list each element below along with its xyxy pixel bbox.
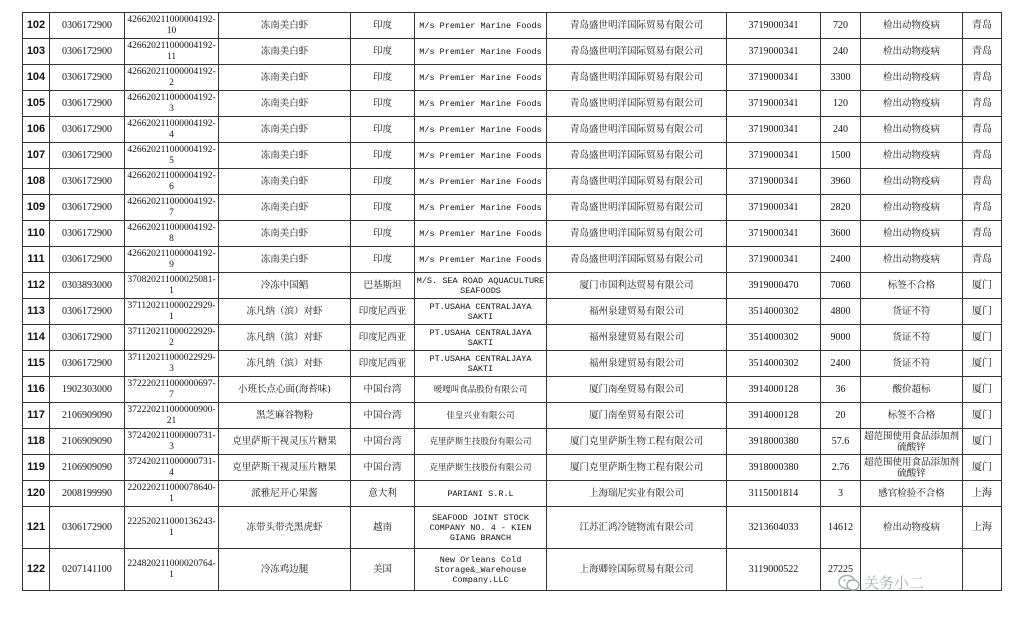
row-number-cell: 108 bbox=[23, 169, 50, 195]
row-number-cell: 118 bbox=[23, 429, 50, 455]
table-row bbox=[23, 247, 1002, 273]
table-row bbox=[23, 351, 1002, 377]
certificate-number-cell: 370820211000025081-1 bbox=[125, 273, 219, 299]
hs-code-cell: 0306172900 bbox=[50, 39, 125, 65]
row-number-cell: 111 bbox=[23, 247, 50, 273]
importer-name-cell: 厦门市国利达贸易有限公司 bbox=[547, 273, 727, 299]
importer-name-cell: 江苏汇鸿冷链物流有限公司 bbox=[547, 507, 727, 549]
importer-name-cell: 厦门南垒贸易有限公司 bbox=[547, 403, 727, 429]
importer-name-cell: 上海瑞尼实业有限公司 bbox=[547, 481, 727, 507]
weight-cell: 57.6 bbox=[821, 429, 861, 455]
wechat-logo-icon bbox=[838, 574, 860, 592]
origin-country-cell: 中国台湾 bbox=[351, 429, 415, 455]
row-number-cell: 114 bbox=[23, 325, 50, 351]
importer-code-cell: 3719000341 bbox=[727, 195, 821, 221]
producer-name-cell: 佳皇兴业有限公司 bbox=[415, 403, 547, 429]
product-name-cell: 冻南美白虾 bbox=[219, 195, 351, 221]
rejection-reason-cell: 检出动物疫病 bbox=[861, 117, 963, 143]
weight-cell: 3600 bbox=[821, 221, 861, 247]
row-number-cell: 105 bbox=[23, 91, 50, 117]
port-cell: 青岛 bbox=[963, 247, 1002, 273]
product-name-cell: 冷冻中国鲳 bbox=[219, 273, 351, 299]
origin-country-cell: 印度 bbox=[351, 143, 415, 169]
product-name-cell: 冻南美白虾 bbox=[219, 91, 351, 117]
product-name-cell: 冻凡纳（滨）对虾 bbox=[219, 325, 351, 351]
row-number-cell: 119 bbox=[23, 455, 50, 481]
port-cell: 青岛 bbox=[963, 221, 1002, 247]
rejection-reason-cell: 标签不合格 bbox=[861, 403, 963, 429]
certificate-number-cell: 426620211000004192-2 bbox=[125, 65, 219, 91]
row-number-cell: 109 bbox=[23, 195, 50, 221]
table-row bbox=[23, 325, 1002, 351]
table-row bbox=[23, 143, 1002, 169]
row-number-cell: 116 bbox=[23, 377, 50, 403]
product-name-cell: 冻南美白虾 bbox=[219, 39, 351, 65]
importer-code-cell: 3719000341 bbox=[727, 117, 821, 143]
importer-code-cell: 3213604033 bbox=[727, 507, 821, 549]
weight-cell: 3300 bbox=[821, 65, 861, 91]
product-name-cell: 黑芝麻谷物粉 bbox=[219, 403, 351, 429]
certificate-number-cell: 426620211000004192-9 bbox=[125, 247, 219, 273]
producer-name-cell: M/s Premier Marine Foods bbox=[415, 169, 547, 195]
weight-cell: 1500 bbox=[821, 143, 861, 169]
importer-code-cell: 3919000470 bbox=[727, 273, 821, 299]
importer-code-cell: 3918000380 bbox=[727, 455, 821, 481]
producer-name-cell: M/s Premier Marine Foods bbox=[415, 247, 547, 273]
table-row bbox=[23, 39, 1002, 65]
hs-code-cell: 0306172900 bbox=[50, 351, 125, 377]
weight-cell: 14612 bbox=[821, 507, 861, 549]
origin-country-cell: 意大利 bbox=[351, 481, 415, 507]
certificate-number-cell: 426620211000004192-3 bbox=[125, 91, 219, 117]
table-row bbox=[23, 221, 1002, 247]
port-cell: 青岛 bbox=[963, 65, 1002, 91]
importer-code-cell: 3115001814 bbox=[727, 481, 821, 507]
port-cell: 青岛 bbox=[963, 39, 1002, 65]
product-name-cell: 冻南美白虾 bbox=[219, 143, 351, 169]
certificate-number-cell: 372420211000000731-4 bbox=[125, 455, 219, 481]
port-cell: 上海 bbox=[963, 507, 1002, 549]
hs-code-cell: 1902303000 bbox=[50, 377, 125, 403]
product-name-cell: 冻带头带壳黑虎虾 bbox=[219, 507, 351, 549]
weight-cell: 720 bbox=[821, 13, 861, 39]
port-cell: 厦门 bbox=[963, 403, 1002, 429]
port-cell: 上海 bbox=[963, 481, 1002, 507]
row-number-cell: 107 bbox=[23, 143, 50, 169]
table-row bbox=[23, 299, 1002, 325]
producer-name-cell: M/s Premier Marine Foods bbox=[415, 91, 547, 117]
origin-country-cell: 越南 bbox=[351, 507, 415, 549]
port-cell: 厦门 bbox=[963, 325, 1002, 351]
certificate-number-cell: 371120211000022929-2 bbox=[125, 325, 219, 351]
weight-cell: 2.76 bbox=[821, 455, 861, 481]
table-row bbox=[23, 13, 1002, 39]
origin-country-cell: 印度 bbox=[351, 65, 415, 91]
weight-cell: 240 bbox=[821, 39, 861, 65]
importer-code-cell: 3719000341 bbox=[727, 65, 821, 91]
importer-name-cell: 福州泉建贸易有限公司 bbox=[547, 351, 727, 377]
rejection-reason-cell: 检出动物疫病 bbox=[861, 91, 963, 117]
hs-code-cell: 2106909090 bbox=[50, 455, 125, 481]
importer-code-cell: 3719000341 bbox=[727, 39, 821, 65]
rejection-reason-cell: 货证不符 bbox=[861, 299, 963, 325]
rejection-reason-cell: 检出动物疫病 bbox=[861, 221, 963, 247]
weight-cell: 3960 bbox=[821, 169, 861, 195]
producer-name-cell: 克里萨斯生技股份有限公司 bbox=[415, 429, 547, 455]
weight-cell: 3 bbox=[821, 481, 861, 507]
origin-country-cell: 印度 bbox=[351, 169, 415, 195]
product-name-cell: 克里萨斯干视灵压片糖果 bbox=[219, 455, 351, 481]
watermark-text: 关务小二 bbox=[864, 574, 925, 592]
table-row bbox=[23, 455, 1002, 481]
row-number-cell: 112 bbox=[23, 273, 50, 299]
producer-name-cell: M/s Premier Marine Foods bbox=[415, 221, 547, 247]
rejection-reason-cell: 货证不符 bbox=[861, 351, 963, 377]
importer-name-cell: 厦门南垒贸易有限公司 bbox=[547, 377, 727, 403]
certificate-number-cell: 426620211000004192-5 bbox=[125, 143, 219, 169]
table-row bbox=[23, 65, 1002, 91]
certificate-number-cell: 222520211000136243-1 bbox=[125, 507, 219, 549]
hs-code-cell: 0306172900 bbox=[50, 325, 125, 351]
weight-cell: 4800 bbox=[821, 299, 861, 325]
importer-name-cell: 厦门克里萨斯生物工程有限公司 bbox=[547, 429, 727, 455]
port-cell: 厦门 bbox=[963, 351, 1002, 377]
table-row bbox=[23, 403, 1002, 429]
port-cell: 青岛 bbox=[963, 169, 1002, 195]
port-cell: 厦门 bbox=[963, 377, 1002, 403]
rejection-reason-cell: 检出动物疫病 bbox=[861, 169, 963, 195]
rejection-reason-cell: 检出动物疫病 bbox=[861, 65, 963, 91]
importer-code-cell: 3719000341 bbox=[727, 13, 821, 39]
weight-cell: 36 bbox=[821, 377, 861, 403]
origin-country-cell: 印度 bbox=[351, 221, 415, 247]
row-number-cell: 121 bbox=[23, 507, 50, 549]
certificate-number-cell: 372420211000000731-3 bbox=[125, 429, 219, 455]
origin-country-cell: 中国台湾 bbox=[351, 377, 415, 403]
hs-code-cell: 0306172900 bbox=[50, 299, 125, 325]
port-cell: 青岛 bbox=[963, 143, 1002, 169]
weight-cell: 2400 bbox=[821, 351, 861, 377]
origin-country-cell: 印度 bbox=[351, 91, 415, 117]
row-number-cell: 120 bbox=[23, 481, 50, 507]
table-row bbox=[23, 117, 1002, 143]
hs-code-cell: 0306172900 bbox=[50, 13, 125, 39]
watermark bbox=[838, 572, 924, 593]
hs-code-cell: 0306172900 bbox=[50, 195, 125, 221]
producer-name-cell: PT.USAHA CENTRALJAYA SAKTI bbox=[415, 351, 547, 377]
table-body bbox=[23, 13, 1002, 591]
rejection-list-table-wrapper bbox=[22, 12, 1001, 591]
weight-cell: 7060 bbox=[821, 273, 861, 299]
row-number-cell: 104 bbox=[23, 65, 50, 91]
certificate-number-cell: 220220211000078640-1 bbox=[125, 481, 219, 507]
certificate-number-cell: 371120211000022929-1 bbox=[125, 299, 219, 325]
importer-code-cell: 3719000341 bbox=[727, 247, 821, 273]
row-number-cell: 115 bbox=[23, 351, 50, 377]
rejection-reason-cell: 标签不合格 bbox=[861, 273, 963, 299]
importer-code-cell: 3719000341 bbox=[727, 221, 821, 247]
certificate-number-cell: 426620211000004192-4 bbox=[125, 117, 219, 143]
certificate-number-cell: 224820211000020764-1 bbox=[125, 549, 219, 591]
origin-country-cell: 印度尼西亚 bbox=[351, 351, 415, 377]
importer-code-cell: 3914000128 bbox=[727, 377, 821, 403]
port-cell bbox=[963, 549, 1002, 591]
rejection-list-table bbox=[22, 12, 1002, 591]
port-cell: 青岛 bbox=[963, 195, 1002, 221]
importer-name-cell: 青岛盛世明洋国际贸易有限公司 bbox=[547, 117, 727, 143]
rejection-reason-cell: 检出动物疫病 bbox=[861, 143, 963, 169]
producer-name-cell: 嗳嘎叫食品股份有限公司 bbox=[415, 377, 547, 403]
importer-name-cell: 青岛盛世明洋国际贸易有限公司 bbox=[547, 39, 727, 65]
producer-name-cell: M/s Premier Marine Foods bbox=[415, 39, 547, 65]
weight-cell: 9000 bbox=[821, 325, 861, 351]
hs-code-cell: 0303893000 bbox=[50, 273, 125, 299]
hs-code-cell: 0306172900 bbox=[50, 117, 125, 143]
hs-code-cell: 0207141100 bbox=[50, 549, 125, 591]
certificate-number-cell: 426620211000004192-10 bbox=[125, 13, 219, 39]
producer-name-cell: M/s Premier Marine Foods bbox=[415, 117, 547, 143]
certificate-number-cell: 426620211000004192-7 bbox=[125, 195, 219, 221]
rejection-reason-cell: 检出动物疫病 bbox=[861, 247, 963, 273]
hs-code-cell: 0306172900 bbox=[50, 507, 125, 549]
certificate-number-cell: 372220211000000900-21 bbox=[125, 403, 219, 429]
importer-name-cell: 青岛盛世明洋国际贸易有限公司 bbox=[547, 65, 727, 91]
table-row bbox=[23, 169, 1002, 195]
certificate-number-cell: 426620211000004192-8 bbox=[125, 221, 219, 247]
port-cell: 厦门 bbox=[963, 455, 1002, 481]
importer-code-cell: 3719000341 bbox=[727, 143, 821, 169]
hs-code-cell: 0306172900 bbox=[50, 169, 125, 195]
producer-name-cell: PT.USAHA CENTRALJAYA SAKTI bbox=[415, 299, 547, 325]
origin-country-cell: 印度 bbox=[351, 247, 415, 273]
weight-cell: 240 bbox=[821, 117, 861, 143]
importer-name-cell: 福州泉建贸易有限公司 bbox=[547, 299, 727, 325]
weight-cell: 27225 bbox=[821, 549, 861, 591]
certificate-number-cell: 426620211000004192-6 bbox=[125, 169, 219, 195]
port-cell: 厦门 bbox=[963, 273, 1002, 299]
product-name-cell: 冻南美白虾 bbox=[219, 13, 351, 39]
product-name-cell: 冻南美白虾 bbox=[219, 247, 351, 273]
origin-country-cell: 美国 bbox=[351, 549, 415, 591]
origin-country-cell: 印度 bbox=[351, 39, 415, 65]
row-number-cell: 117 bbox=[23, 403, 50, 429]
row-number-cell: 113 bbox=[23, 299, 50, 325]
product-name-cell: 克里萨斯干视灵压片糖果 bbox=[219, 429, 351, 455]
importer-code-cell: 3514000302 bbox=[727, 325, 821, 351]
importer-name-cell: 福州泉建贸易有限公司 bbox=[547, 325, 727, 351]
hs-code-cell: 0306172900 bbox=[50, 65, 125, 91]
origin-country-cell: 印度 bbox=[351, 117, 415, 143]
table-row bbox=[23, 481, 1002, 507]
product-name-cell: 冻凡纳（滨）对虾 bbox=[219, 299, 351, 325]
row-number-cell: 102 bbox=[23, 13, 50, 39]
producer-name-cell: 克里萨斯生技股份有限公司 bbox=[415, 455, 547, 481]
producer-name-cell: M/s Premier Marine Foods bbox=[415, 65, 547, 91]
rejection-reason-cell: 酸价超标 bbox=[861, 377, 963, 403]
hs-code-cell: 0306172900 bbox=[50, 221, 125, 247]
producer-name-cell: M/s Premier Marine Foods bbox=[415, 143, 547, 169]
rejection-reason-cell: 检出动物疫病 bbox=[861, 39, 963, 65]
producer-name-cell: M/s Premier Marine Foods bbox=[415, 195, 547, 221]
hs-code-cell: 0306172900 bbox=[50, 247, 125, 273]
table-row bbox=[23, 507, 1002, 549]
producer-name-cell: PT.USAHA CENTRALJAYA SAKTI bbox=[415, 325, 547, 351]
certificate-number-cell: 372220211000000697-7 bbox=[125, 377, 219, 403]
product-name-cell: 冻南美白虾 bbox=[219, 169, 351, 195]
producer-name-cell: M/s Premier Marine Foods bbox=[415, 13, 547, 39]
product-name-cell: 冻南美白虾 bbox=[219, 65, 351, 91]
rejection-reason-cell: 超范围使用食品添加剂硫酸锌 bbox=[861, 455, 963, 481]
importer-code-cell: 3719000341 bbox=[727, 169, 821, 195]
origin-country-cell: 巴基斯坦 bbox=[351, 273, 415, 299]
weight-cell: 120 bbox=[821, 91, 861, 117]
importer-code-cell: 3514000302 bbox=[727, 299, 821, 325]
producer-name-cell: M/S. SEA ROAD AQUACULTURE SEAFOODS bbox=[415, 273, 547, 299]
hs-code-cell: 0306172900 bbox=[50, 143, 125, 169]
importer-name-cell: 青岛盛世明洋国际贸易有限公司 bbox=[547, 143, 727, 169]
row-number-cell: 103 bbox=[23, 39, 50, 65]
product-name-cell: 冻南美白虾 bbox=[219, 221, 351, 247]
rejection-reason-cell: 检出动物疫病 bbox=[861, 13, 963, 39]
weight-cell: 2820 bbox=[821, 195, 861, 221]
origin-country-cell: 印度尼西亚 bbox=[351, 325, 415, 351]
hs-code-cell: 2106909090 bbox=[50, 429, 125, 455]
importer-code-cell: 3914000128 bbox=[727, 403, 821, 429]
producer-name-cell: New Orleans Cold Storage&_Warehouse Company.LLC bbox=[415, 549, 547, 591]
port-cell: 青岛 bbox=[963, 13, 1002, 39]
origin-country-cell: 印度 bbox=[351, 13, 415, 39]
rejection-reason-cell: 感官检验不合格 bbox=[861, 481, 963, 507]
importer-name-cell: 青岛盛世明洋国际贸易有限公司 bbox=[547, 195, 727, 221]
port-cell: 青岛 bbox=[963, 91, 1002, 117]
producer-name-cell: SEAFOOD JOINT STOCK COMPANY NO. 4 - KIEN GIANG BRANCH bbox=[415, 507, 547, 549]
importer-code-cell: 3514000302 bbox=[727, 351, 821, 377]
importer-name-cell: 青岛盛世明洋国际贸易有限公司 bbox=[547, 247, 727, 273]
product-name-cell: 冷冻鸡边腿 bbox=[219, 549, 351, 591]
importer-code-cell: 3918000380 bbox=[727, 429, 821, 455]
hs-code-cell: 2106909090 bbox=[50, 403, 125, 429]
rejection-reason-cell: 货证不符 bbox=[861, 325, 963, 351]
row-number-cell: 106 bbox=[23, 117, 50, 143]
product-name-cell: 派雅尼开心果酱 bbox=[219, 481, 351, 507]
importer-code-cell: 3719000341 bbox=[727, 91, 821, 117]
importer-name-cell: 青岛盛世明洋国际贸易有限公司 bbox=[547, 169, 727, 195]
importer-name-cell: 厦门克里萨斯生物工程有限公司 bbox=[547, 455, 727, 481]
table-row bbox=[23, 195, 1002, 221]
origin-country-cell: 中国台湾 bbox=[351, 403, 415, 429]
port-cell: 青岛 bbox=[963, 117, 1002, 143]
producer-name-cell: PARIANI S.R.L bbox=[415, 481, 547, 507]
row-number-cell: 110 bbox=[23, 221, 50, 247]
table-row bbox=[23, 429, 1002, 455]
rejection-reason-cell: 超范围使用食品添加剂硫酸锌 bbox=[861, 429, 963, 455]
weight-cell: 2400 bbox=[821, 247, 861, 273]
origin-country-cell: 印度 bbox=[351, 195, 415, 221]
certificate-number-cell: 371120211000022929-3 bbox=[125, 351, 219, 377]
importer-name-cell: 青岛盛世明洋国际贸易有限公司 bbox=[547, 91, 727, 117]
port-cell: 厦门 bbox=[963, 429, 1002, 455]
hs-code-cell: 2008199990 bbox=[50, 481, 125, 507]
product-name-cell: 冻凡纳（滨）对虾 bbox=[219, 351, 351, 377]
table-row bbox=[23, 377, 1002, 403]
origin-country-cell: 印度尼西亚 bbox=[351, 299, 415, 325]
importer-name-cell: 青岛盛世明洋国际贸易有限公司 bbox=[547, 13, 727, 39]
hs-code-cell: 0306172900 bbox=[50, 91, 125, 117]
port-cell: 厦门 bbox=[963, 299, 1002, 325]
importer-code-cell: 3119000522 bbox=[727, 549, 821, 591]
table-row bbox=[23, 91, 1002, 117]
table-row bbox=[23, 273, 1002, 299]
weight-cell: 20 bbox=[821, 403, 861, 429]
importer-name-cell: 青岛盛世明洋国际贸易有限公司 bbox=[547, 221, 727, 247]
product-name-cell: 小班长点心面(海苔味) bbox=[219, 377, 351, 403]
importer-name-cell: 上海卿铨国际贸易有限公司 bbox=[547, 549, 727, 591]
origin-country-cell: 中国台湾 bbox=[351, 455, 415, 481]
row-number-cell: 122 bbox=[23, 549, 50, 591]
product-name-cell: 冻南美白虾 bbox=[219, 117, 351, 143]
rejection-reason-cell: 检出动物疫病 bbox=[861, 195, 963, 221]
certificate-number-cell: 426620211000004192-11 bbox=[125, 39, 219, 65]
rejection-reason-cell: 检出动物疫病 bbox=[861, 507, 963, 549]
